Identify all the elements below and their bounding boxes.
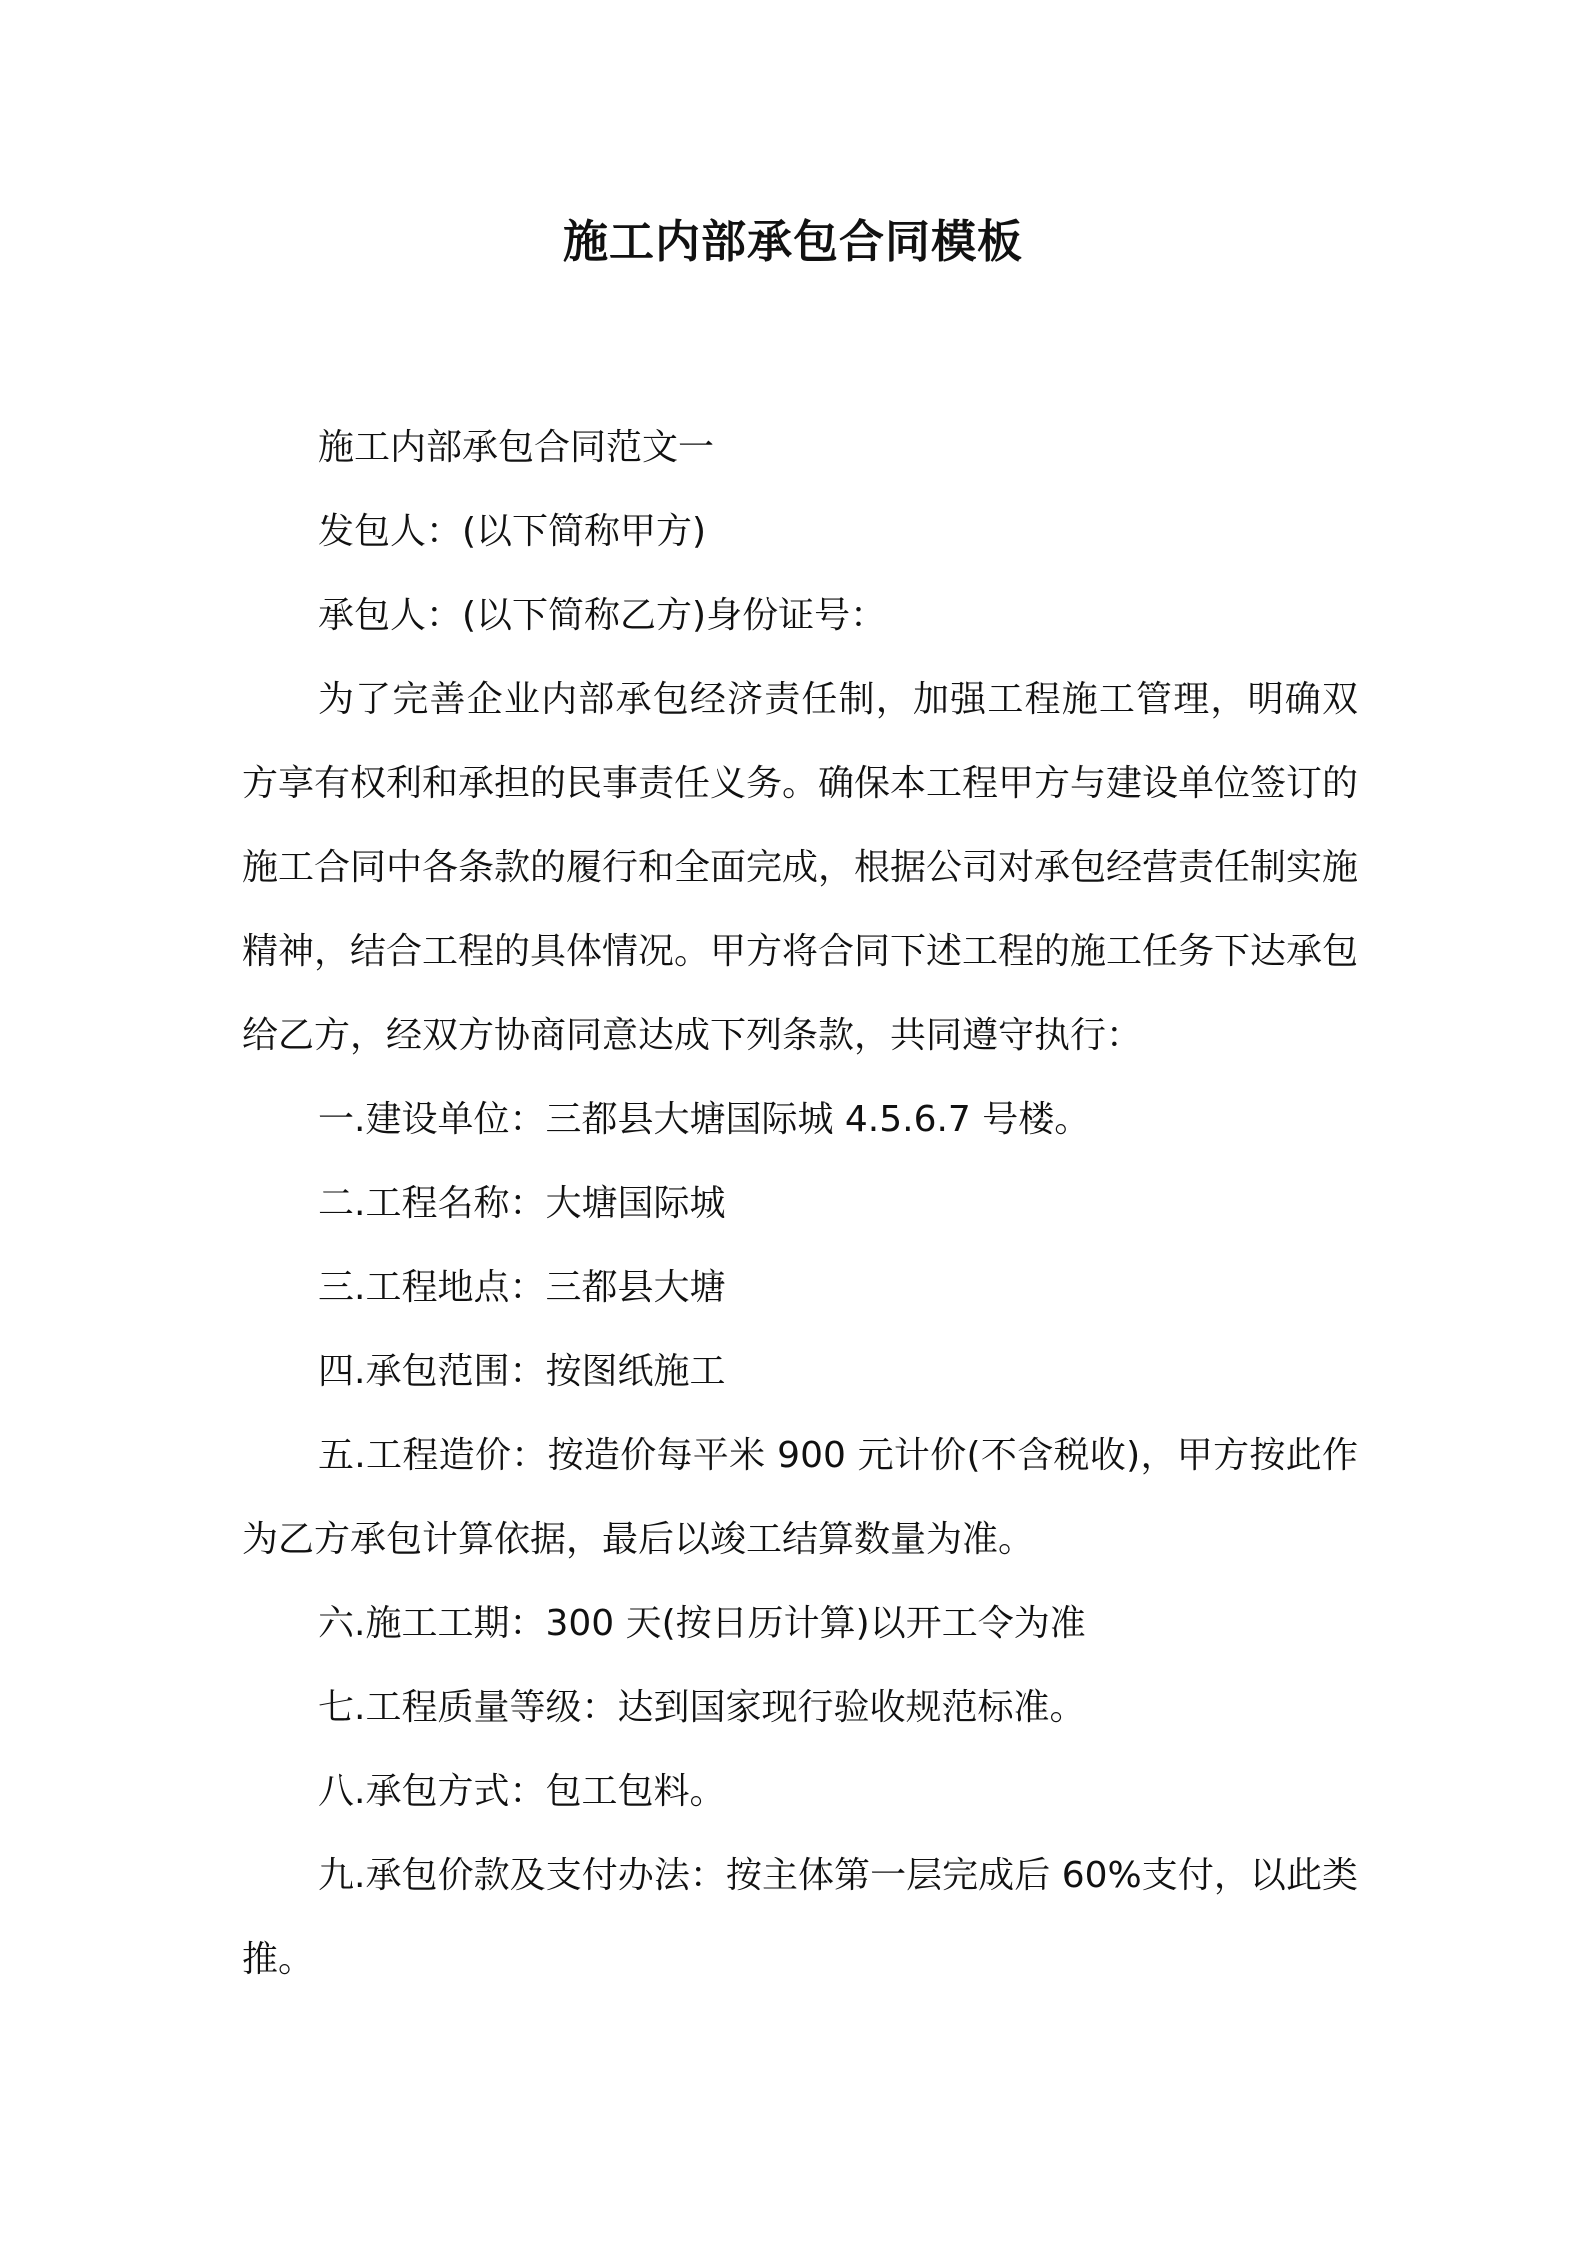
paragraph-heading: 施工内部承包合同范文一 bbox=[318, 427, 715, 468]
paragraph-employer: 发包人：(以下简称甲方) bbox=[318, 511, 707, 552]
paragraph-contractor: 承包人：(以下简称乙方)身份证号： bbox=[318, 595, 887, 636]
clause-9-payment: 九.承包价款及支付办法：按主体第一层完成后 60%支付，以此类推。 bbox=[242, 1855, 1358, 1980]
document-title: 施工内部承包合同模板 bbox=[562, 215, 1023, 268]
clause-5-cost: 五.工程造价：按造价每平米 900 元计价(不含税收)，甲方按此作为乙方承包计算依据，最后以竣工结算数量为准。 bbox=[242, 1435, 1358, 1560]
clause-4-scope: 四.承包范围：按图纸施工 bbox=[318, 1351, 726, 1392]
clause-6-duration: 六.施工工期：300 天(按日历计算)以开工令为准 bbox=[318, 1603, 1086, 1644]
clause-8-method: 八.承包方式：包工包料。 bbox=[318, 1771, 726, 1812]
clause-1-builder: 一.建设单位：三都县大塘国际城 4.5.6.7 号楼。 bbox=[318, 1099, 1091, 1140]
document-body bbox=[242, 406, 1358, 2002]
paragraph-preamble: 为了完善企业内部承包经济责任制，加强工程施工管理，明确双方享有权利和承担的民事责任义务。确保本工程甲方与建设单位签订的施工合同中各条款的履行和全面完成，根据公司对承包经营责任制实施精神，结合工程的具体情况。甲方将合同下述工程的施工任务下达承包给乙方，经双方协商同意达成下列条款，共同遵守执行： bbox=[242, 679, 1359, 1056]
clause-3-project-location: 三.工程地点：三都县大塘 bbox=[318, 1267, 726, 1308]
clause-2-project-name: 二.工程名称：大塘国际城 bbox=[318, 1183, 726, 1224]
clause-7-quality: 七.工程质量等级：达到国家现行验收规范标准。 bbox=[318, 1687, 1086, 1728]
